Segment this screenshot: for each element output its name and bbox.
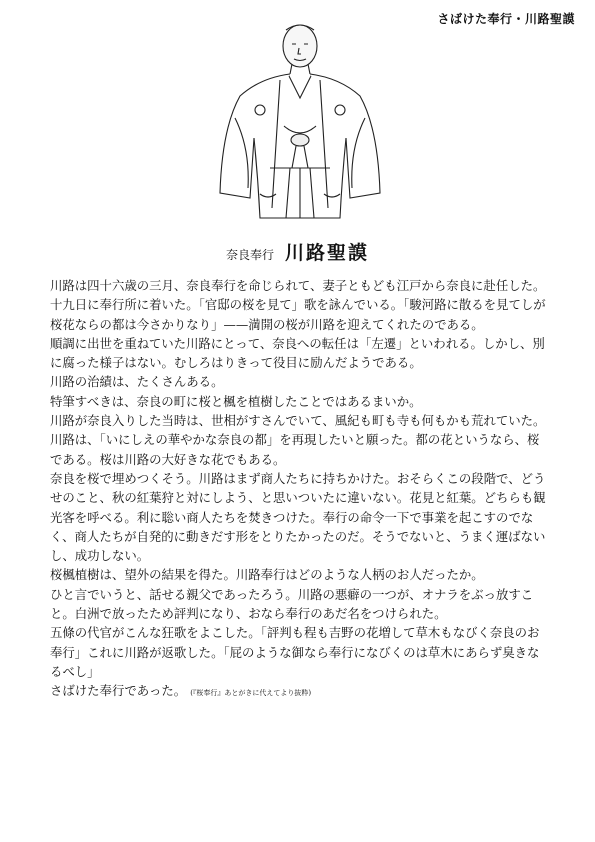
paragraph: 桜楓植樹は、望外の結果を得た。川路奉行はどのような人柄のお人だったか。: [50, 567, 484, 583]
article-body: [50, 276, 550, 704]
paragraph: 川路の治績は、たくさんある。: [50, 374, 224, 390]
portrait-caption: [0, 238, 595, 265]
closing-text: さばけた奉行であった。: [50, 683, 187, 699]
closing-line: [50, 681, 550, 703]
paragraph: 十九日に奉行所に着いた。「官邸の桜を見て」歌を詠んでいる。「駿河路に散るを見てしが桜花ならの都は今さかりなり」——満開の桜が川路を迎えてくれたのである。: [50, 297, 546, 332]
paragraph: 川路は四十六歳の三月、奈良奉行を命じられて、妻子ともども江戸から奈良に赴任した。: [50, 278, 546, 293]
source-note: (『桜奉行』あとがきに代えてより抜粋): [190, 689, 312, 698]
caption-name: 川路聖謨: [285, 242, 370, 264]
portrait-illustration: [210, 18, 390, 228]
caption-role: 奈良奉行: [225, 248, 274, 262]
page-header: さばけた奉行・川路聖謨: [437, 12, 575, 26]
paragraph: 川路が奈良入りした当時は、世相がすさんでいて、風紀も町も寺も何もかも荒れていた。川路は、「いにしえの華やかな奈良の都」を再現したいと願った。都の花というなら、桜である。桜は川路の大好きな花でもある。: [50, 413, 546, 467]
paragraph: 順調に出世を重ねていた川路にとって、奈良への転任は「左遷」といわれる。しかし、別に腐った様子はない。むしろはりきって役目に励んだようである。: [50, 335, 545, 371]
paragraph: ひと言でいうと、話せる親父であったろう。川路の悪癖の一つが、オナラをぶっ放すこと。白洲で放ったため評判になり、おなら奉行のあだ名をつけられた。: [50, 586, 534, 622]
paragraph: 特筆すべきは、奈良の町に桜と楓を植樹したことではあるまいか。: [50, 393, 422, 409]
paragraph: 五條の代官がこんな狂歌をよこした。「評判も程も吉野の花増して草木もなびく奈良のお奉行」これに川路が返歌した。「屁のような御なら奉行になびくのは草木にあらず臭きなるべし」: [50, 625, 540, 679]
paragraph: 奈良を桜で埋めつくそう。川路はまず商人たちに持ちかけた。おそらくこの段階で、どうせのこと、秋の紅葉狩と対にしよう、と思いついたに違いない。花見と紅葉。どちらも観光客を呼べる。利に聡い商人たちを焚きつけた。奉行の命令一下で事業を起こすのでなく、商人たちが自発的に動きだす形をとりたかったのだ。そうでないと、うまく運ばないし、成功しない。: [50, 470, 546, 564]
